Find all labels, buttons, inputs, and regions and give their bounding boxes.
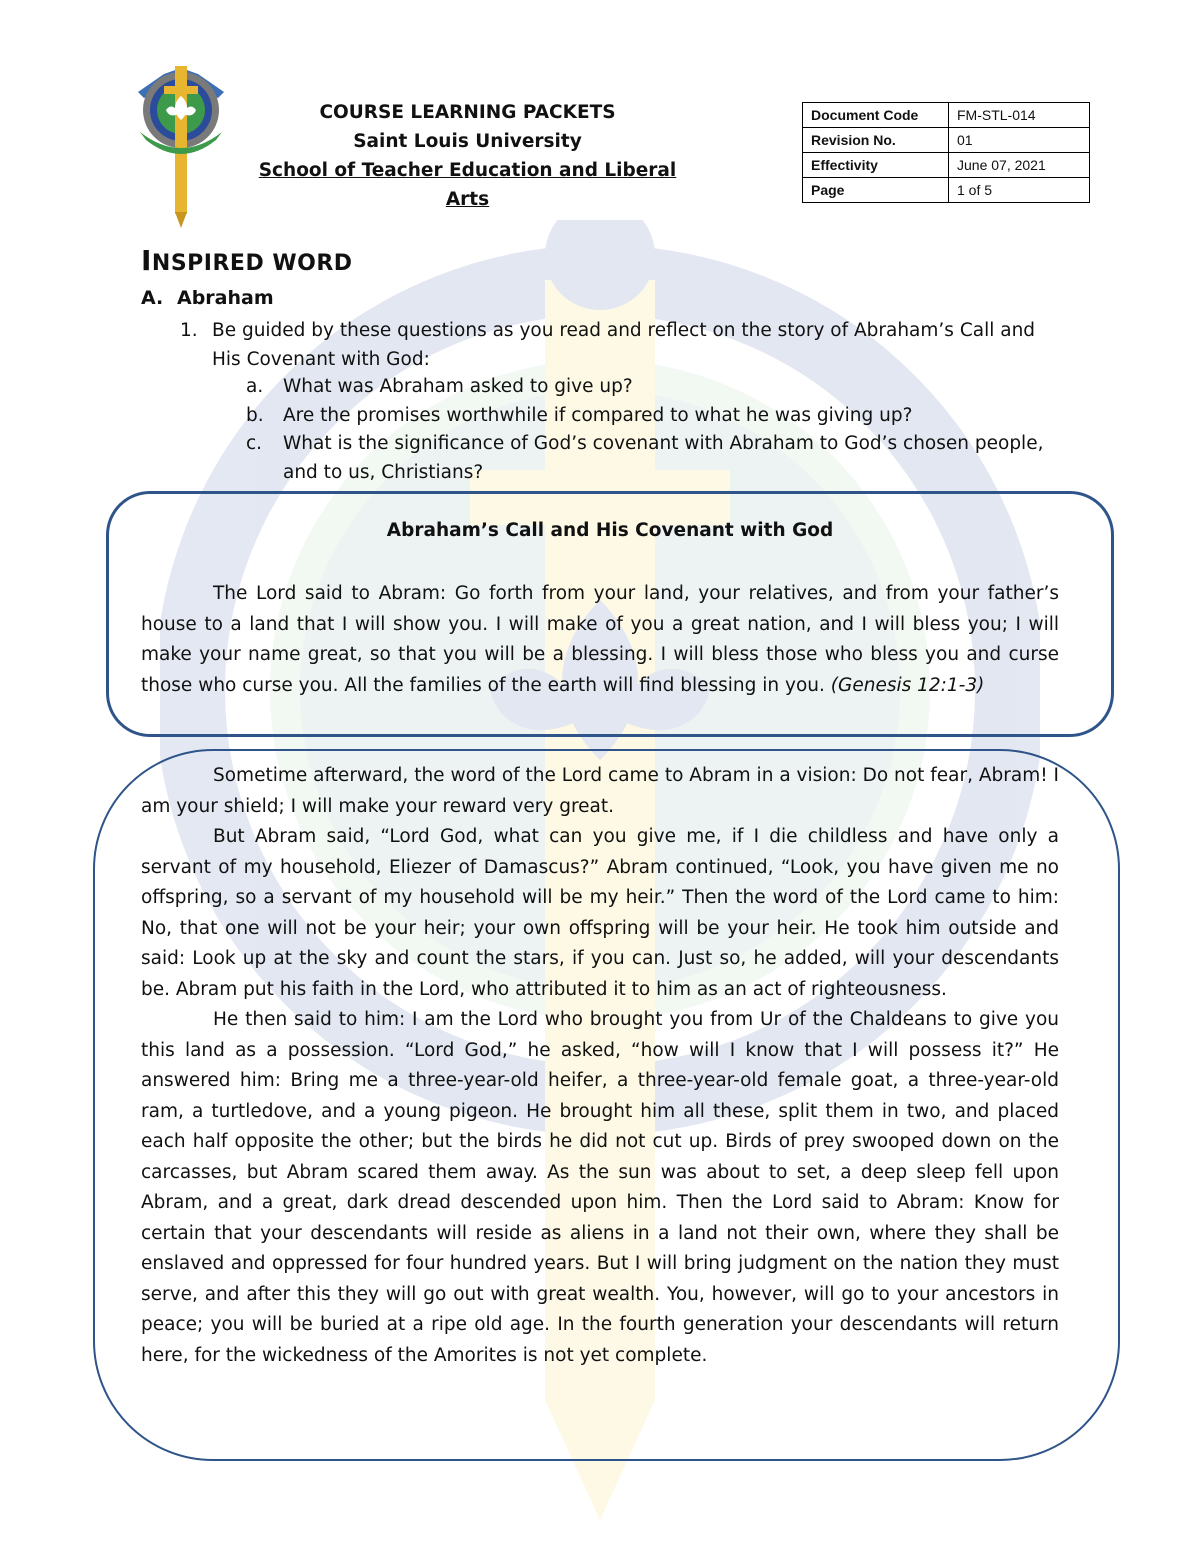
doc-code-row <box>803 103 1090 128</box>
header-school: School of Teacher Education and Liberal Arts <box>258 160 677 210</box>
university-logo <box>134 62 228 232</box>
question-item <box>246 373 1060 402</box>
section-title <box>141 244 353 277</box>
doc-code-value: FM-STL-014 <box>949 103 1090 128</box>
instruction-item <box>180 316 1060 374</box>
section-title-rest: NSPIRED WORD <box>151 251 353 276</box>
instruction-text: Be guided by these questions as you read and reflect on the story of Abraham’s Call and His Covenant with God: <box>212 320 1036 370</box>
page-value: 1 of 5 <box>949 178 1090 203</box>
reading-2-text <box>141 761 1059 1371</box>
question-item <box>246 430 1060 487</box>
question-letter: a. <box>246 376 264 397</box>
scripture-reference: (Genesis 12:1-3) <box>830 675 985 697</box>
header-university: Saint Louis University <box>353 131 582 152</box>
question-text: What was Abraham asked to give up? <box>283 376 633 397</box>
page-row <box>803 178 1090 203</box>
question-letter: c. <box>246 433 263 454</box>
effectivity-row <box>803 153 1090 178</box>
reading-title: Abraham’s Call and His Covenant with God <box>386 520 834 541</box>
question-text: Are the promises worthwhile if compared to what he was giving up? <box>283 404 913 426</box>
page-label: Page <box>803 178 949 203</box>
reading-paragraph: Sometime afterward, the word of the Lord came to Abram in a vision: Do not fear, Abram! I am your shield; I will make your reward very great. <box>141 765 1059 817</box>
subsection-letter: A. <box>141 287 164 309</box>
revision-value: 01 <box>949 128 1090 153</box>
revision-row <box>803 128 1090 153</box>
header-title: COURSE LEARNING PACKETS <box>319 102 616 123</box>
reading-paragraph: But Abram said, “Lord God, what can you give me, if I die childless and have only a servant of my household, Eliezer of Damascus?” Abram continued, “Look, you have given me no offspring, so a servant of my household will be my heir.” Then the word of the Lord came to him: No, that one will not be your heir; your own offspring will be your heir. He took him outside and said: Look up at the sky and count the stars, if you can. Just so, he added, will your descendants be. Abram put his faith in the Lord, who attributed it to him as an act of righteousness. <box>141 826 1059 1000</box>
question-text: What is the significance of God’s covenant with Abraham to God’s chosen people, and to us, Christians? <box>283 433 1044 483</box>
reading-1-body: The Lord said to Abram: Go forth from your land, your relatives, and from your father’s house to a land that I will show you. I will make of you a great nation, and I will bless you; I will make your name great, so that you will be a blessing. I will bless those who bless you and curse those who curse you. All the families of the earth will find blessing in you. <box>141 583 1059 697</box>
instruction-number: 1. <box>180 320 198 341</box>
guide-questions <box>246 373 1060 487</box>
document-header <box>235 98 700 214</box>
reading-1-text <box>141 579 1059 702</box>
section-title-initial: I <box>141 244 152 277</box>
subsection-title: Abraham <box>177 287 274 309</box>
effectivity-value: June 07, 2021 <box>949 153 1090 178</box>
doc-code-label: Document Code <box>803 103 949 128</box>
effectivity-label: Effectivity <box>803 153 949 178</box>
question-item <box>246 402 1060 431</box>
question-letter: b. <box>246 404 264 426</box>
revision-label: Revision No. <box>803 128 949 153</box>
reading-paragraph: He then said to him: I am the Lord who brought you from Ur of the Chaldeans to give you this land as a possession. “Lord God,” he asked, “how will I know that I will possess it?” He answered him: Bring me a three-year-old heifer, a three-year-old female goat, a three-year-old ram, a turtledove, and a young pigeon. He brought him all these, split them in two, and placed each half opposite the other; but the birds he did not cut up. Birds of prey swooped down on the carcasses, but Abram scared them away. As the sun was about to set, a deep sleep fell upon Abram, and a great, dark dread descended upon him. Then the Lord said to Abram: Know for certain that your descendants will reside as aliens in a land not their own, where they shall be enslaved and oppressed for four hundred years. But I will bring judgment on the nation they must serve, and after this they will go out with great wealth. You, however, will go to your ancestors in peace; you will be buried at a ripe old age. In the fourth generation your descendants will return here, for the wickedness of the Amorites is not yet complete. <box>141 1009 1059 1366</box>
subsection-heading <box>141 287 274 309</box>
document-info-table <box>802 102 1090 203</box>
